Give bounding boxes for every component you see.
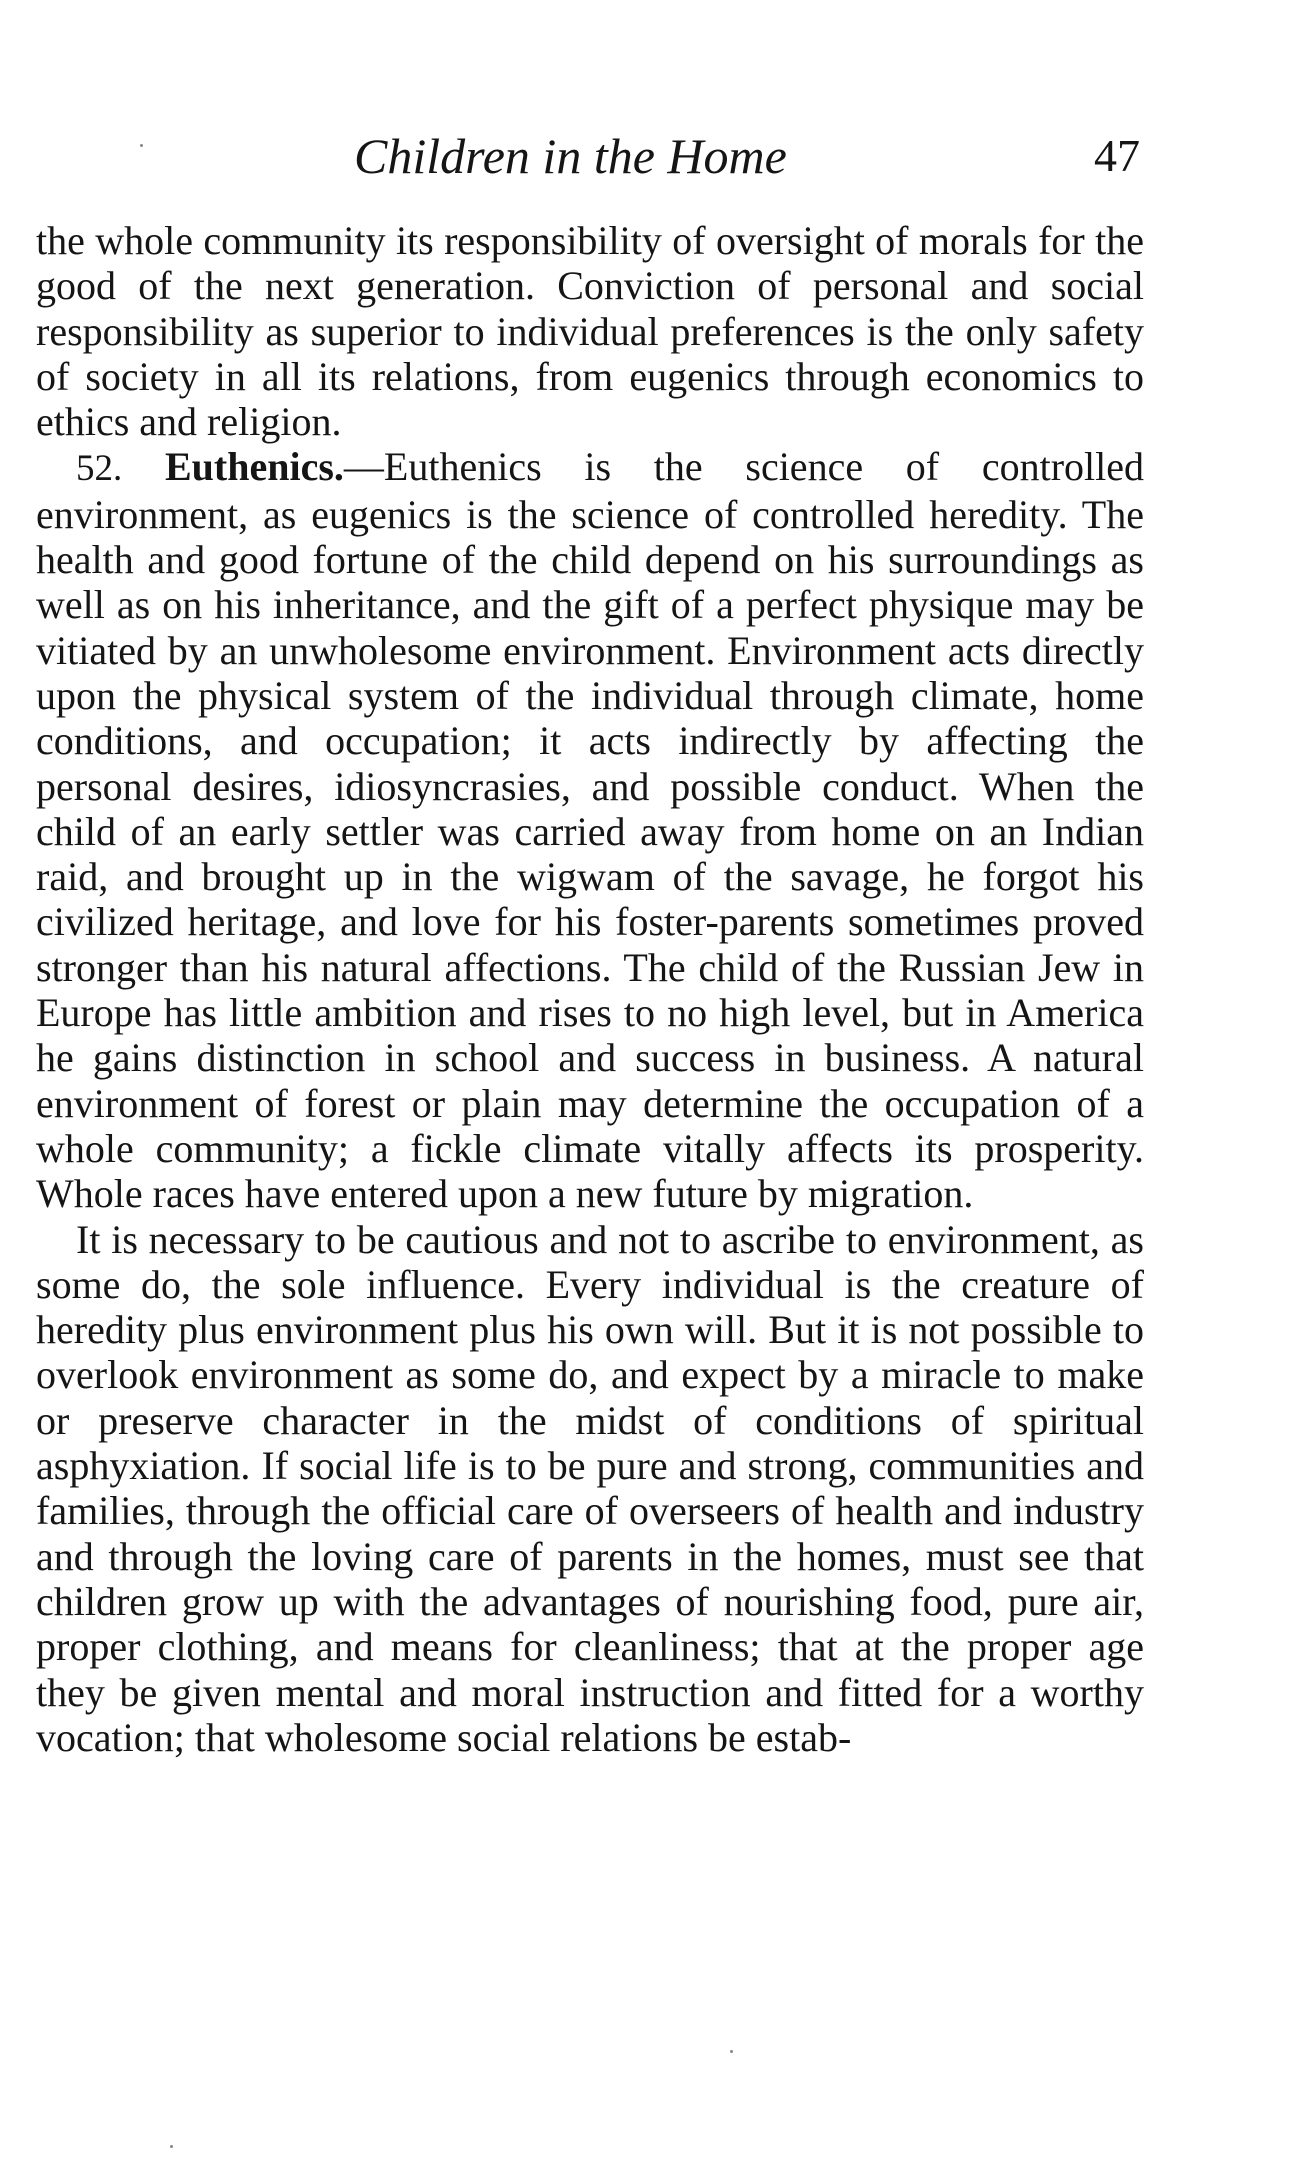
paper-speck <box>140 144 143 147</box>
body-text <box>36 218 1144 1760</box>
paragraph-euthenics-text: —Euthenics is the science of controlled environment, as eugenics is the science of controlled heredity. The health and good fortune of the child depend on his surroundings as well as on his inheritance, and the gift of a perfect physique may be vitiated by an unwholesome environment. Environment acts directly upon the physical system of the individual through climate, home conditions, and occupation; it acts indirectly by affecting the personal desires, idiosyncrasies, and possible conduct. When the child of an early settler was carried away from home on an Indian raid, and brought up in the wigwam of the savage, he forgot his civilized heritage, and love for his foster-parents sometimes proved stronger than his natural affections. The child of the Russian Jew in Europe has little ambition and rises to no high level, but in America he gains distinction in school and success in business. A natural environment of forest or plain may determine the occupation of a whole community; a fickle climate vitally affects its prosperity. Whole races have entered upon a new future by migration. <box>36 444 1145 1217</box>
running-header <box>40 126 1140 186</box>
paragraph-euthenics <box>36 444 1144 1216</box>
paragraph-caution: It is necessary to be cautious and not to ascribe to environment, as some do, the sole influence. Every individual is the creature of heredity plus environment plus his own will. But it is not possible to overlook environment as some do, and expect by a miracle to make or preserve character in the midst of conditions of spiritual asphyxiation. If social life is to be pure and strong, communities and families, through the official care of overseers of health and industry and through the loving care of parents in the homes, must see that children grow up with the advantages of nourishing food, pure air, proper clothing, and means for cleanliness; that at the proper age they be given mental and moral instruction and fitted for a worthy vocation; that wholesome social relations be estab- <box>36 1216 1144 1760</box>
paragraph-continuation: the whole community its responsibility of oversight of morals for the good of the next generation. Conviction of personal and social responsibility as superior to individual preferences is the only safety of society in all its relations, from eugenics through economics to ethics and religion. <box>36 218 1144 445</box>
paper-speck <box>170 2145 173 2148</box>
section-heading: Euthenics. <box>164 444 344 490</box>
section-number: 52. <box>76 448 123 490</box>
paper-speck <box>730 2050 733 2053</box>
page-number: 47 <box>1094 130 1140 181</box>
running-title: Children in the Home <box>354 128 787 184</box>
